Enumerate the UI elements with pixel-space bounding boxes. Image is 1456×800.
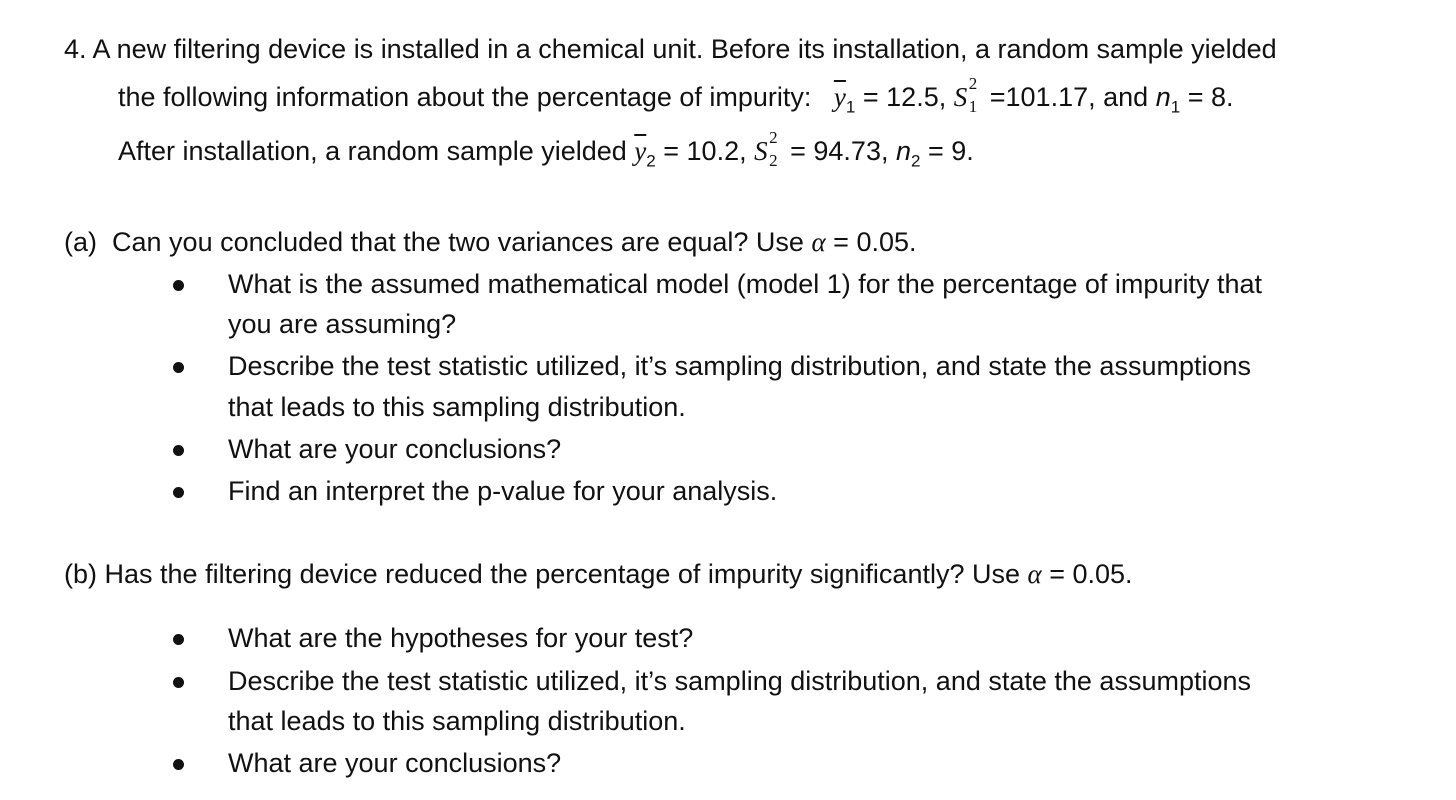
s-squared-2-value: = 94.73, [790, 136, 889, 166]
part-a-label: (a) [64, 227, 97, 257]
n-2-subscript: 2 [911, 151, 921, 171]
part-a-bullet-3: What are your conclusions? [228, 434, 562, 464]
problem-number: 4. [64, 34, 87, 64]
problem-line-1 [64, 32, 1277, 66]
y-bar-2-subscript: 2 [646, 151, 656, 171]
part-b-bullet-2-cont: that leads to this sampling distribution. [228, 706, 686, 736]
y-bar-2: $\overline{y}$ [634, 136, 647, 166]
alpha-symbol-b: α [1027, 559, 1042, 589]
problem-intro: A new filtering device is installed in a chemical unit. Before its installation, a random sample yielded [92, 34, 1277, 64]
bullet-a-1 [173, 280, 184, 291]
part-a-heading [64, 225, 917, 259]
y-bar-1-value: = 12.5, [862, 82, 947, 112]
problem-line-3 [118, 128, 974, 171]
and-word: and [1103, 82, 1149, 112]
part-a-bullet-2: Describe the test statistic utilized, it’s sampling distribution, and state the assumptions [228, 351, 1251, 381]
problem-line-2 [118, 74, 1234, 117]
y-bar-1: $\overline{y}$ [833, 82, 846, 112]
alpha-value-a: = 0.05. [833, 227, 917, 257]
problem-after-intro: After installation, a random sample yielded [118, 136, 627, 166]
part-a-bullet-4: Find an interpret the p-value for your analysis. [228, 476, 778, 506]
bullet-a-4 [173, 487, 184, 498]
n-2-value: = 9. [928, 136, 974, 166]
n-1-value: = 8. [1187, 82, 1234, 112]
s-squared-1-value: =101.17, [989, 82, 1096, 112]
n-1-subscript: 1 [1170, 97, 1181, 117]
n-1: n [1155, 82, 1171, 112]
bullet-b-3 [173, 759, 184, 770]
bullet-a-2 [173, 362, 184, 373]
part-b-question: Has the filtering device reduced the percentage of impurity significantly? Use [104, 559, 1020, 589]
bullet-b-2 [173, 677, 184, 688]
part-b-bullet-1: What are the hypotheses for your test? [228, 623, 694, 653]
s-squared-1: S 2 1 [953, 74, 978, 116]
problem-data-intro: the following information about the percentage of impurity: [118, 82, 812, 112]
part-a-bullet-2-cont: that leads to this sampling distribution. [228, 392, 686, 422]
part-b-bullet-3: What are your conclusions? [228, 748, 562, 778]
part-b-label: (b) [64, 559, 97, 589]
part-b-bullet-2: Describe the test statistic utilized, it’s sampling distribution, and state the assumptions [228, 666, 1251, 696]
part-a-bullet-1-cont: you are assuming? [228, 309, 457, 339]
alpha-value-b: = 0.05. [1049, 559, 1133, 589]
part-b-heading [64, 557, 1133, 591]
alpha-symbol-a: α [811, 227, 826, 257]
bullet-a-3 [173, 445, 184, 456]
y-bar-1-subscript: 1 [845, 97, 856, 117]
y-bar-2-value: = 10.2, [663, 136, 747, 166]
part-a-bullet-1: What is the assumed mathematical model (model 1) for the percentage of impurity that [228, 269, 1262, 299]
s-squared-2: S 2 2 [754, 128, 778, 170]
bullet-b-1 [173, 634, 184, 645]
n-2: n [895, 136, 912, 166]
part-a-question: Can you concluded that the two variances are equal? Use [112, 227, 804, 257]
